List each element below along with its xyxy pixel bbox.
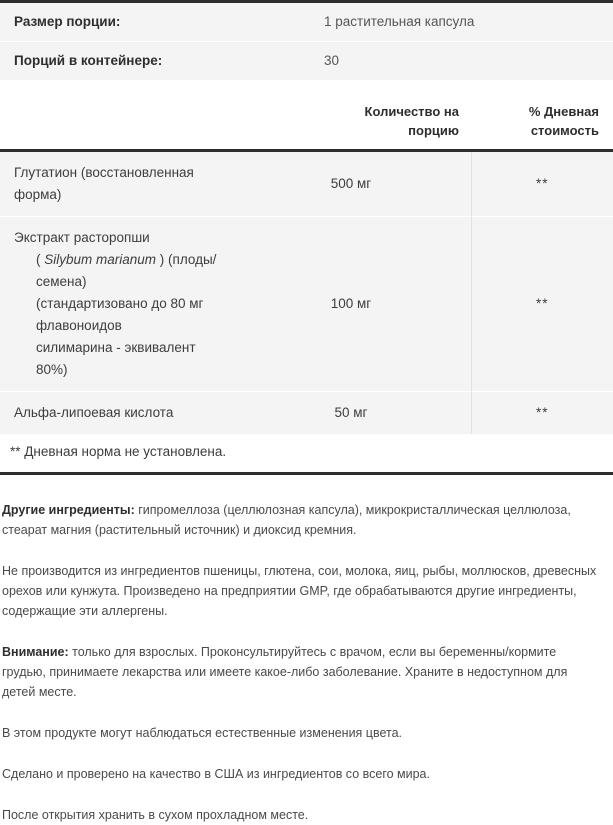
serving-size-label: Размер порции: <box>14 14 121 29</box>
table-row <box>0 2 613 42</box>
amount-header-line-2: порцию <box>408 123 459 138</box>
nutrient-name-line-1: Экстракт расторопши <box>14 230 150 245</box>
table-row <box>0 151 613 217</box>
other-ingredients-label: Другие ингредиенты: <box>2 503 135 517</box>
nutrient-daily-value: ** <box>471 217 613 392</box>
daily-value-header <box>471 102 613 151</box>
servings-per-container-label: Порций в контейнере: <box>0 42 324 81</box>
daily-value-footnote: ** Дневная норма не установлена. <box>10 444 227 459</box>
dv-header-line-2: стоимость <box>530 123 599 138</box>
nutrient-daily-value: ** <box>471 392 613 435</box>
latin-botanical-name: Silybum marianum <box>44 252 157 267</box>
table-header-row <box>0 102 613 151</box>
amount-header-line-1: Количество на <box>364 104 459 119</box>
serving-info-table <box>0 0 613 80</box>
nutrient-name-line-3: (стандартизовано до 80 мг флавоноидов <box>36 296 204 333</box>
origin-paragraph: Сделано и проверено на качество в США из ингредиентов со всего мира. <box>2 767 430 781</box>
notes-section <box>0 475 613 825</box>
table-row <box>0 42 613 81</box>
table-row <box>0 217 613 392</box>
nutrient-name-line-2 <box>14 249 230 293</box>
nutrient-name-header <box>0 102 236 151</box>
warning-paragraph <box>2 642 599 702</box>
nutrient-name <box>0 217 236 392</box>
nutrient-amount: 500 мг <box>236 151 472 217</box>
other-ingredients-paragraph <box>2 500 599 540</box>
warning-label: Внимание: <box>2 645 69 659</box>
storage-paragraph: После открытия хранить в сухом прохладном месте. <box>2 808 309 822</box>
nutrient-facts-table <box>0 102 613 434</box>
color-variation-paragraph: В этом продукте могут наблюдаться естественные изменения цвета. <box>2 726 403 740</box>
table-row <box>0 392 613 435</box>
nutrient-amount: 100 мг <box>236 217 472 392</box>
other-ingredients-text: гипромеллоза (целлюлозная капсула), микрокристаллическая целлюлоза, стеарат магния (растительный источник) и диоксид кремния. <box>2 503 571 537</box>
nutrient-daily-value: ** <box>471 151 613 217</box>
allergen-paragraph: Не производится из ингредиентов пшеницы, глютена, сои, молока, яиц, рыбы, моллюсков, древесных орехов или кунжута. Произведено на предприятии GMP, где обрабатываются другие ингредиенты, содержащие эти аллергены. <box>2 564 597 618</box>
amount-per-serving-header <box>236 102 472 151</box>
servings-per-container-value: 30 <box>324 42 613 81</box>
dv-header-line-1: % Дневная <box>528 104 599 119</box>
warning-text: только для взрослых. Проконсультируйтесь с врачом, если вы беременны/кормите грудью, принимаете лекарства или имеете какое-либо заболевание. Храните в недоступном для детей месте. <box>2 645 568 699</box>
nutrient-name: Альфа-липоевая кислота <box>0 392 236 435</box>
nutrient-name: Глутатион (восстановленная форма) <box>0 151 236 217</box>
nutrient-amount: 50 мг <box>236 392 472 435</box>
nutrient-name-line-4: силимарина - эквивалент 80%) <box>36 340 196 377</box>
paren-close-part: ) (плоды/семена) <box>36 252 217 289</box>
footnote-container <box>0 434 613 475</box>
serving-size-value: 1 растительная капсула <box>324 14 475 29</box>
paren-open: ( <box>36 252 45 267</box>
table-spacer <box>0 80 613 102</box>
